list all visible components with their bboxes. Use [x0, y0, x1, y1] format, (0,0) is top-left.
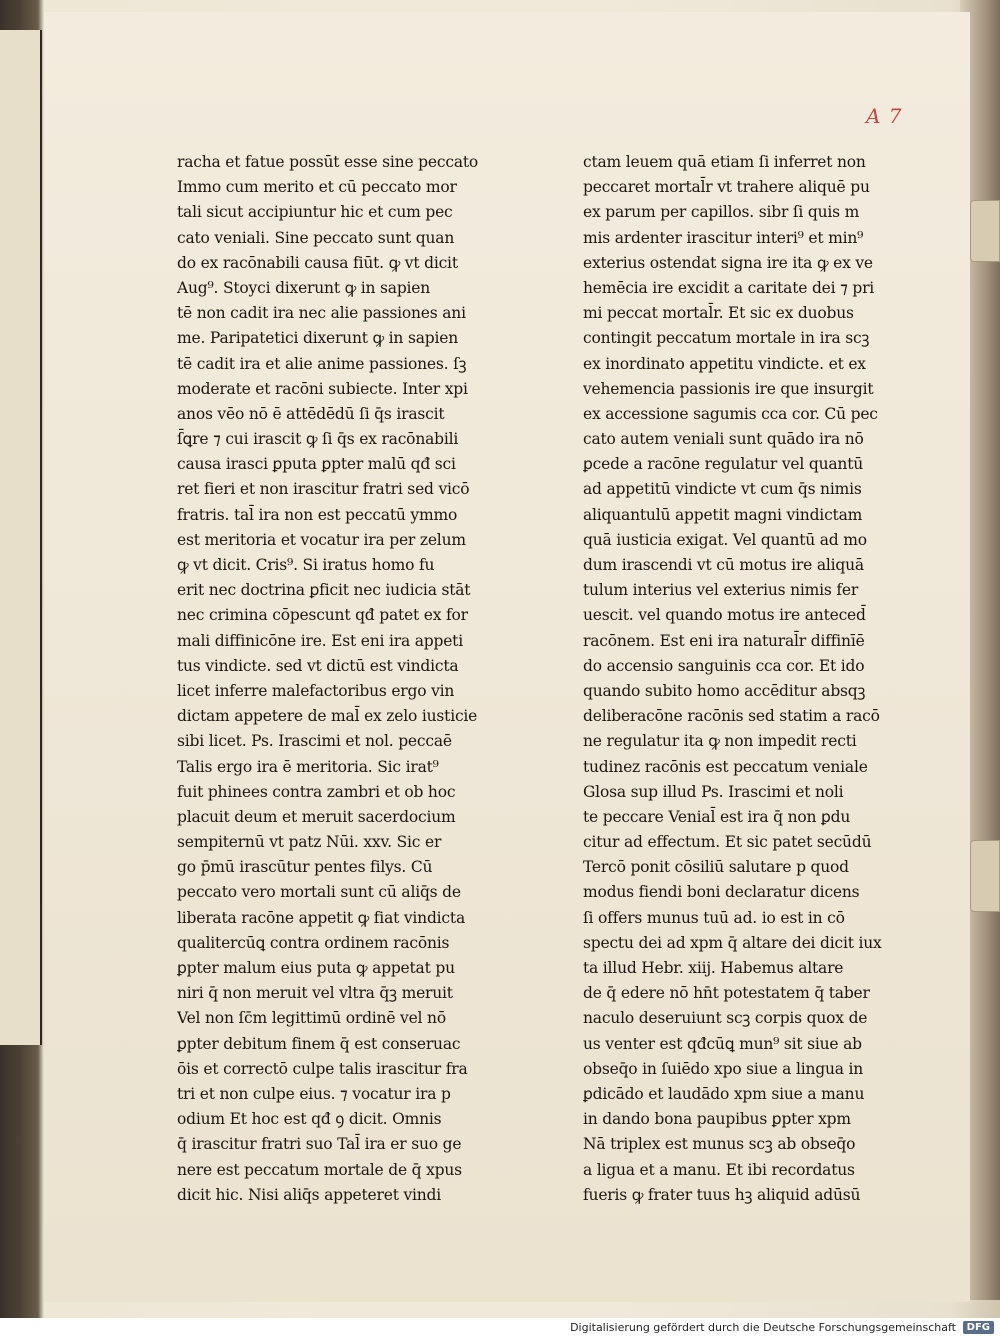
text-line: ne regulatur ita ꝙ non impedit recti	[583, 732, 857, 751]
folio-number: A 7	[866, 104, 903, 128]
text-line: ctam leuem quā etiam ſi inferret non	[583, 153, 866, 171]
text-line: quando subito homo accēditur absqꝫ	[583, 681, 866, 700]
text-line: Talis ergo ira ē meritoria. Sic irat⁹	[177, 757, 439, 776]
text-line: tus vindicte. sed vt dictū est vindicta	[177, 656, 459, 675]
text-line: tē cadit ira et alie anime passiones. ſꝫ	[177, 354, 467, 373]
left-text-column	[177, 150, 497, 1208]
text-line: vehemencia passionis ire que insurgit	[583, 379, 874, 398]
text-line: cato autem veniali sunt quādo ira nō	[583, 430, 864, 449]
text-line: dicit hic. Nisi aliq̄s appeteret vindi	[177, 1185, 442, 1204]
text-line: mis ardenter irascitur interi⁹ et min⁹	[583, 228, 864, 247]
text-line: peccato vero mortali sunt cū aliq̄s de	[177, 883, 461, 902]
text-line: nere est peccatum mortale de q̄ xpus	[177, 1160, 462, 1179]
text-line: ta illud Hebr. xiij. Habemus altare	[583, 959, 844, 977]
text-line: fueris ꝙ frater tuus hꝫ aliquid adūsū	[583, 1185, 861, 1204]
text-line: fuit phinees contra zambri et ob hoc	[177, 782, 456, 801]
text-line: ex inordinato appetitu vindicte. et ex	[583, 354, 866, 373]
text-line: ſ̄ꝗre ⁊ cui irascit ꝙ ſi q̄s ex racōnabili	[177, 430, 459, 449]
text-line: Glosa sup illud Ps. Irascimi et noli	[583, 782, 844, 801]
text-line: uescit. vel quando motus ire anteced̄	[583, 606, 866, 625]
text-line: causa irasci ꝑputa ꝑpter malū qđ sci	[177, 455, 456, 474]
text-line: mali diffinicōne ire. Est eni ira appeti	[177, 631, 463, 650]
text-line: ꝑpter debitum finem q̄ est conseruac	[177, 1034, 461, 1053]
text-line: ꝑdicādo et laudādo xpm siue a manu	[583, 1084, 865, 1103]
text-line: de q̄ edere nō hn̄t potestatem q̄ taber	[583, 984, 870, 1003]
text-line: Vel non ſc̄m legittimū ordinē vel nō	[177, 1009, 446, 1028]
text-line: deliberacōne racōnis sed statim a racō	[583, 707, 880, 726]
right-text-column	[583, 150, 893, 1208]
text-line: quā iusticia exigat. Vel quantū ad mo	[583, 530, 867, 549]
text-line: ꝑcede a racōne regulatur vel quantū	[583, 455, 864, 474]
text-line: contingit peccatum mortale in ira scꝫ	[583, 329, 870, 348]
text-line: ad appetitū vindicte vt cum q̄s nimis	[583, 480, 862, 499]
text-line: spectu dei ad xpm q̄ altare dei dicit iux	[583, 933, 882, 952]
text-line: obseq̄o in ſuiēdo xpo siue a lingua in	[583, 1059, 864, 1078]
text-line: niri q̄ non meruit vel vltra q̄ꝫ meruit	[177, 984, 453, 1003]
text-line: moderate et racōni subiecte. Inter xpi	[177, 379, 468, 398]
text-line: a ligua et a manu. Et ibi recordatus	[583, 1160, 855, 1179]
text-line: Nā triplex est munus scꝫ ab obseq̄o	[583, 1135, 856, 1154]
text-line: qualitercūꝗ contra ordinem racōnis	[177, 933, 450, 952]
text-line: tri et non culpe eius. ⁊ vocatur ira p	[177, 1084, 451, 1103]
text-line: tali sicut accipiuntur hic et cum pec	[177, 203, 453, 222]
funding-credit: Digitalisierung gefördert durch die Deutsche Forschungsgemeinschaft	[570, 1321, 956, 1334]
text-line: placuit deum et meruit sacerdocium	[177, 807, 456, 826]
text-line: naculo deseruiunt scꝫ corpis quox de	[583, 1009, 868, 1028]
text-line: racha et fatue possūt esse sine peccato	[177, 153, 479, 171]
text-line: in dando bona paupibus ꝑpter xpm	[583, 1110, 851, 1129]
text-line: me. Paripatetici dixerunt ꝙ in sapien	[177, 329, 458, 348]
text-line: Tercō ponit cōsiliū salutare p quod	[583, 858, 849, 877]
page-tab	[970, 200, 1000, 262]
text-line: dictam appetere de mal̄ ex zelo iusticie	[177, 707, 478, 726]
text-line: ex accessione sagumis cca cor. Cū pec	[583, 404, 878, 423]
text-line: tē non cadit ira nec alie passiones ani	[177, 304, 466, 323]
text-line: nec crimina cōpescunt qđ patet ex for	[177, 606, 468, 625]
text-line: peccaret mortal̄r vt trahere aliquē pu	[583, 178, 870, 197]
dfg-logo: DFG	[963, 1321, 994, 1334]
text-line: racōnem. Est eni ira natural̄r diffinīē	[583, 631, 865, 650]
text-line: anos vēo nō ē attēdēdū ſi q̄s irascit	[177, 404, 445, 423]
text-line: tulum interius vel exterius nimis fer	[583, 581, 859, 600]
text-line: mi peccat mortal̄r. Et sic ex duobus	[583, 304, 854, 323]
text-line: licet inferre malefactoribus ergo vin	[177, 681, 455, 700]
text-line: dum irascendi vt cū motus ire aliquā	[583, 556, 864, 574]
text-line: te peccare Venial̄ est ira q̄ non ꝑdu	[583, 807, 851, 826]
text-line: modus fiendi boni declaratur dicens	[583, 883, 860, 902]
text-line: do accensio sanguinis cca cor. Et ido	[583, 656, 865, 675]
text-line: sempiternū vt patz Nūi. xxv. Sic er	[177, 833, 442, 852]
text-line: sibi licet. Ps. Irascimi et nol. peccaē	[177, 732, 452, 751]
text-line: exterius ostendat signa ire ita ꝙ ex ve	[583, 253, 873, 272]
digitization-footer	[0, 1318, 1000, 1339]
text-line: tudinez racōnis est peccatum veniale	[583, 757, 868, 776]
text-line: Aug⁹. Stoyci dixerunt ꝙ in sapien	[177, 278, 431, 297]
text-line: ꝑpter malum eius puta ꝙ appetat pu	[177, 959, 455, 977]
text-line: est meritoria et vocatur ira per zelum	[177, 530, 466, 549]
text-line: ꝙ vt dicit. Cris⁹. Si iratus homo fu	[177, 556, 435, 574]
text-line: ex parum per capillos. sibr ſi quis m	[583, 203, 860, 222]
text-line: odium Et hoc est qđ ꝯ dicit. Omnis	[177, 1110, 442, 1129]
text-line: ret fieri et non irascitur fratri sed vicō	[177, 480, 470, 499]
text-line: go p̄mū irascūtur pentes filys. Cū	[177, 858, 433, 877]
text-line: q̄ irascitur fratri suo Tal̄ ira er suo ge	[177, 1135, 462, 1154]
text-line: citur ad effectum. Et sic patet secūdū	[583, 833, 872, 852]
text-line: Immo cum merito et cū peccato mor	[177, 178, 457, 197]
text-line: cato veniali. Sine peccato sunt quan	[177, 228, 455, 247]
text-line: aliquantulū appetit magni vindictam	[583, 505, 863, 524]
text-line: liberata racōne appetit ꝙ fiat vindicta	[177, 908, 465, 927]
page-tab	[970, 840, 1000, 912]
text-line: us venter est qđcūꝗ mun⁹ sit siue ab	[583, 1034, 862, 1053]
text-line: hemēcia ire excidit a caritate dei ⁊ pri	[583, 278, 875, 297]
text-line: fratris. tal̄ ira non est peccatū ymmo	[177, 505, 458, 524]
text-line: ōis et correctō culpe talis irascitur fra	[177, 1059, 468, 1078]
text-line: ſi offers munus tuū ad. io est in cō	[583, 908, 845, 927]
text-line: erit nec doctrina ꝑficit nec iudicia stāt	[177, 581, 471, 600]
facing-page-edge	[0, 30, 42, 1045]
text-line: do ex racōnabili causa fiūt. ꝙ vt dicit	[177, 253, 458, 272]
